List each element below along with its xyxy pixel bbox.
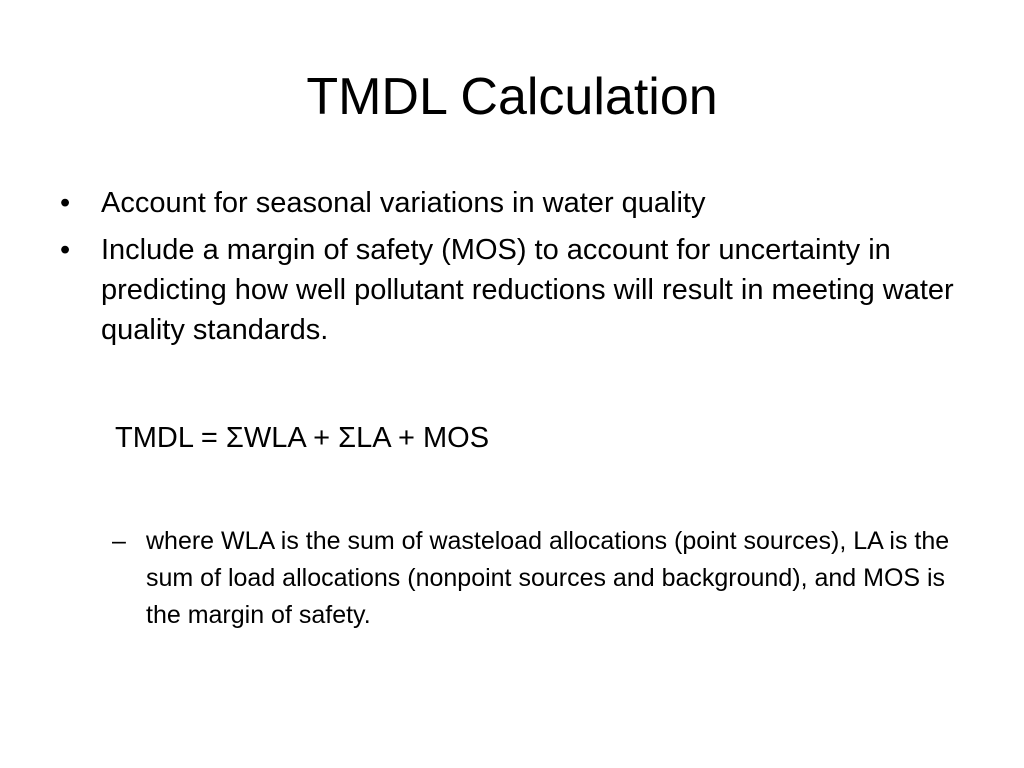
tmdl-equation: TMDL = ΣWLA + ΣLA + MOS [115, 422, 490, 454]
bullet-text: Account for seasonal variations in water quality [101, 187, 706, 219]
bullet-item [56, 183, 976, 223]
bullet-text: Include a margin of safety (MOS) to account for uncertainty in predicting how well pollutant reductions will result in meeting water quality standards. [101, 234, 954, 346]
sub-bullet-marker: – [112, 527, 126, 555]
slide-title: TMDL Calculation [306, 68, 718, 126]
bullet-item [56, 230, 976, 350]
bullet-marker: • [60, 187, 71, 219]
sub-bullet-text: where WLA is the sum of wasteload allocations (point sources), LA is the sum of load allocations (nonpoint sources and background), and MOS is the margin of safety. [146, 527, 950, 629]
bullet-list [56, 183, 976, 357]
sub-bullet-item [112, 523, 972, 634]
bullet-marker: • [60, 234, 71, 266]
